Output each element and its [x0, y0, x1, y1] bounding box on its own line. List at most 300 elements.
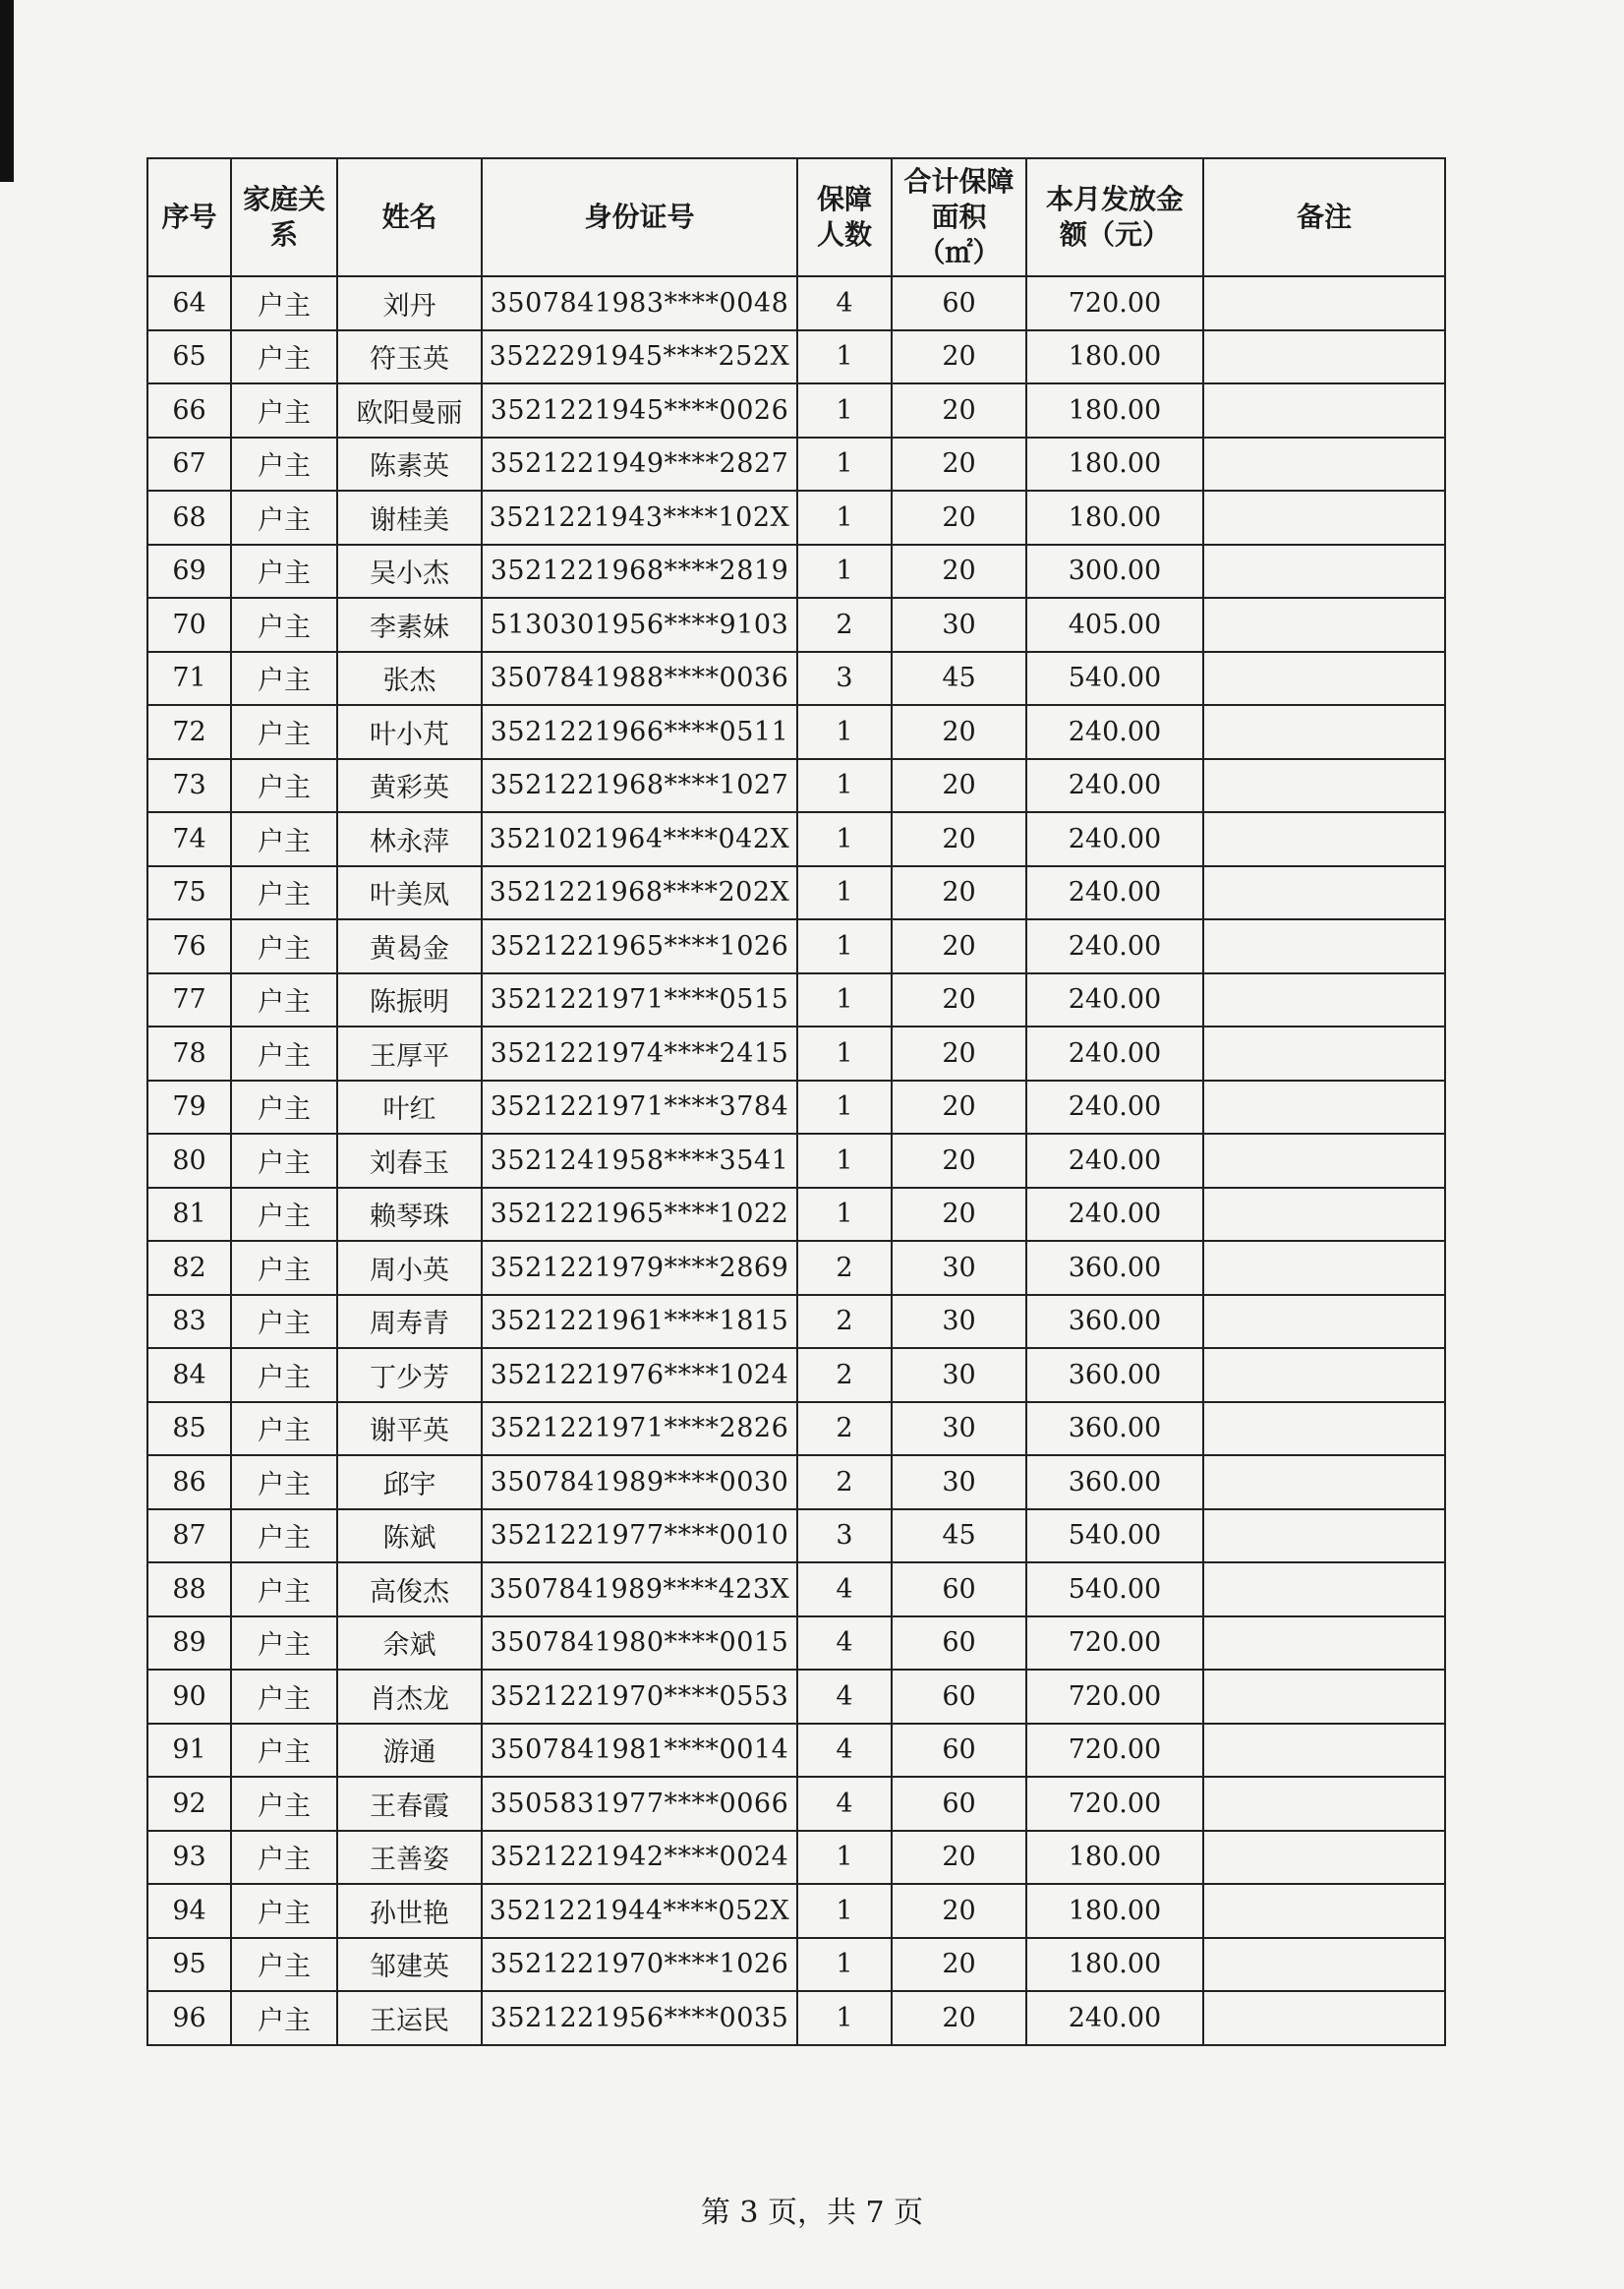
table-row: [147, 1670, 1445, 1724]
cell-id: 3521221944****052X: [482, 1884, 797, 1938]
cell-note: [1203, 545, 1445, 599]
cell-note: [1203, 1081, 1445, 1135]
table-row: [147, 1081, 1445, 1135]
header-name: 姓名: [337, 158, 482, 276]
cell-note: [1203, 1241, 1445, 1295]
cell-people: 1: [797, 759, 892, 813]
cell-area: 20: [892, 1134, 1026, 1188]
cell-id: 3507841989****423X: [482, 1562, 797, 1616]
cell-seq: 85: [147, 1402, 231, 1456]
table-row: [147, 812, 1445, 866]
cell-seq: 93: [147, 1831, 231, 1885]
table-row: [147, 919, 1445, 973]
cell-area: 60: [892, 276, 1026, 330]
cell-seq: 68: [147, 491, 231, 545]
cell-people: 1: [797, 812, 892, 866]
table-row: [147, 1455, 1445, 1509]
cell-people: 1: [797, 1081, 892, 1135]
cell-note: [1203, 1455, 1445, 1509]
cell-name: 谢平英: [337, 1402, 482, 1456]
table-row: [147, 1831, 1445, 1885]
cell-relation: 户主: [231, 1724, 337, 1778]
cell-amount: 360.00: [1026, 1402, 1203, 1456]
cell-note: [1203, 1884, 1445, 1938]
cell-relation: 户主: [231, 1831, 337, 1885]
cell-area: 30: [892, 1402, 1026, 1456]
cell-people: 1: [797, 545, 892, 599]
cell-seq: 65: [147, 330, 231, 384]
cell-note: [1203, 1724, 1445, 1778]
cell-seq: 96: [147, 1991, 231, 2045]
cell-people: 1: [797, 1027, 892, 1081]
cell-id: 3522291945****252X: [482, 330, 797, 384]
cell-people: 1: [797, 491, 892, 545]
cell-area: 20: [892, 1188, 1026, 1242]
cell-amount: 180.00: [1026, 438, 1203, 492]
cell-people: 1: [797, 1938, 892, 1992]
cell-relation: 户主: [231, 1348, 337, 1402]
header-note: 备注: [1203, 158, 1445, 276]
cell-relation: 户主: [231, 705, 337, 759]
cell-people: 1: [797, 383, 892, 438]
cell-name: 叶红: [337, 1081, 482, 1135]
table-row: [147, 1402, 1445, 1456]
table-row: [147, 491, 1445, 545]
table-row: [147, 276, 1445, 330]
cell-note: [1203, 1616, 1445, 1671]
scan-edge-shadow: [0, 0, 14, 182]
table-row: [147, 1241, 1445, 1295]
cell-amount: 240.00: [1026, 866, 1203, 920]
cell-area: 20: [892, 491, 1026, 545]
cell-amount: 240.00: [1026, 1027, 1203, 1081]
header-seq: 序号: [147, 158, 231, 276]
cell-seq: 73: [147, 759, 231, 813]
cell-name: 丁少芳: [337, 1348, 482, 1402]
cell-amount: 240.00: [1026, 919, 1203, 973]
cell-seq: 71: [147, 652, 231, 706]
cell-relation: 户主: [231, 545, 337, 599]
cell-note: [1203, 1188, 1445, 1242]
cell-name: 周寿青: [337, 1295, 482, 1349]
cell-note: [1203, 866, 1445, 920]
cell-area: 60: [892, 1616, 1026, 1671]
cell-name: 张杰: [337, 652, 482, 706]
cell-id: 3521221965****1026: [482, 919, 797, 973]
cell-id: 3521221966****0511: [482, 705, 797, 759]
cell-people: 4: [797, 276, 892, 330]
cell-seq: 84: [147, 1348, 231, 1402]
cell-people: 4: [797, 1670, 892, 1724]
cell-people: 1: [797, 919, 892, 973]
cell-note: [1203, 1402, 1445, 1456]
cell-name: 王春霞: [337, 1777, 482, 1831]
header-row: [147, 158, 1445, 276]
cell-name: 邱宇: [337, 1455, 482, 1509]
cell-note: [1203, 1295, 1445, 1349]
cell-seq: 79: [147, 1081, 231, 1135]
cell-seq: 66: [147, 383, 231, 438]
cell-name: 叶小芃: [337, 705, 482, 759]
table-row: [147, 1295, 1445, 1349]
cell-note: [1203, 759, 1445, 813]
cell-note: [1203, 491, 1445, 545]
cell-id: 3521221977****0010: [482, 1509, 797, 1563]
cell-amount: 720.00: [1026, 1670, 1203, 1724]
cell-amount: 240.00: [1026, 1134, 1203, 1188]
cell-people: 1: [797, 705, 892, 759]
cell-note: [1203, 438, 1445, 492]
cell-amount: 720.00: [1026, 1616, 1203, 1671]
cell-relation: 户主: [231, 812, 337, 866]
cell-people: 1: [797, 330, 892, 384]
cell-name: 黄曷金: [337, 919, 482, 973]
cell-people: 3: [797, 1509, 892, 1563]
cell-id: 3521221942****0024: [482, 1831, 797, 1885]
cell-name: 余斌: [337, 1616, 482, 1671]
table-row: [147, 1188, 1445, 1242]
cell-people: 4: [797, 1562, 892, 1616]
cell-amount: 240.00: [1026, 705, 1203, 759]
cell-id: 3521221968****2819: [482, 545, 797, 599]
cell-people: 3: [797, 652, 892, 706]
cell-relation: 户主: [231, 1081, 337, 1135]
cell-id: 3507841988****0036: [482, 652, 797, 706]
cell-note: [1203, 1938, 1445, 1992]
table-row: [147, 973, 1445, 1027]
cell-note: [1203, 1991, 1445, 2045]
cell-area: 30: [892, 1455, 1026, 1509]
cell-seq: 75: [147, 866, 231, 920]
cell-id: 3507841981****0014: [482, 1724, 797, 1778]
cell-seq: 83: [147, 1295, 231, 1349]
cell-amount: 360.00: [1026, 1455, 1203, 1509]
table-row: [147, 1777, 1445, 1831]
cell-id: 3521221971****0515: [482, 973, 797, 1027]
cell-seq: 74: [147, 812, 231, 866]
table-row: [147, 1938, 1445, 1992]
cell-name: 肖杰龙: [337, 1670, 482, 1724]
cell-area: 60: [892, 1562, 1026, 1616]
cell-people: 1: [797, 1884, 892, 1938]
subsidy-roster-table: [146, 157, 1446, 2046]
cell-area: 30: [892, 598, 1026, 652]
cell-note: [1203, 1831, 1445, 1885]
cell-area: 60: [892, 1724, 1026, 1778]
cell-amount: 720.00: [1026, 1724, 1203, 1778]
cell-relation: 户主: [231, 491, 337, 545]
cell-people: 1: [797, 1134, 892, 1188]
cell-people: 2: [797, 598, 892, 652]
table-row: [147, 383, 1445, 438]
cell-name: 高俊杰: [337, 1562, 482, 1616]
cell-people: 1: [797, 973, 892, 1027]
cell-id: 3521221970****1026: [482, 1938, 797, 1992]
cell-area: 45: [892, 652, 1026, 706]
cell-seq: 72: [147, 705, 231, 759]
table-row: [147, 866, 1445, 920]
table-row: [147, 1724, 1445, 1778]
cell-seq: 91: [147, 1724, 231, 1778]
table-body: [147, 276, 1445, 2045]
table-row: [147, 705, 1445, 759]
cell-note: [1203, 330, 1445, 384]
cell-note: [1203, 1134, 1445, 1188]
cell-relation: 户主: [231, 1241, 337, 1295]
cell-note: [1203, 1509, 1445, 1563]
cell-area: 20: [892, 545, 1026, 599]
cell-name: 刘丹: [337, 276, 482, 330]
cell-relation: 户主: [231, 276, 337, 330]
cell-area: 20: [892, 1991, 1026, 2045]
cell-note: [1203, 1027, 1445, 1081]
cell-amount: 240.00: [1026, 1991, 1203, 2045]
cell-id: 3521221979****2869: [482, 1241, 797, 1295]
cell-area: 45: [892, 1509, 1026, 1563]
cell-note: [1203, 812, 1445, 866]
cell-amount: 360.00: [1026, 1295, 1203, 1349]
cell-amount: 405.00: [1026, 598, 1203, 652]
cell-id: 3521221971****2826: [482, 1402, 797, 1456]
cell-relation: 户主: [231, 1455, 337, 1509]
header-id: 身份证号: [482, 158, 797, 276]
cell-relation: 户主: [231, 1991, 337, 2045]
cell-people: 1: [797, 1831, 892, 1885]
cell-amount: 720.00: [1026, 276, 1203, 330]
table-row: [147, 1991, 1445, 2045]
cell-people: 4: [797, 1777, 892, 1831]
cell-people: 2: [797, 1295, 892, 1349]
table-row: [147, 1562, 1445, 1616]
cell-area: 30: [892, 1295, 1026, 1349]
cell-amount: 360.00: [1026, 1241, 1203, 1295]
cell-name: 王厚平: [337, 1027, 482, 1081]
cell-area: 60: [892, 1777, 1026, 1831]
cell-name: 王善姿: [337, 1831, 482, 1885]
cell-relation: 户主: [231, 1509, 337, 1563]
cell-area: 20: [892, 1938, 1026, 1992]
cell-relation: 户主: [231, 1616, 337, 1671]
cell-relation: 户主: [231, 1295, 337, 1349]
cell-id: 3507841989****0030: [482, 1455, 797, 1509]
cell-name: 王运民: [337, 1991, 482, 2045]
cell-people: 1: [797, 1991, 892, 2045]
cell-id: 3521221965****1022: [482, 1188, 797, 1242]
table-row: [147, 1616, 1445, 1671]
cell-id: 3521221945****0026: [482, 383, 797, 438]
cell-id: 3521221974****2415: [482, 1027, 797, 1081]
table-row: [147, 759, 1445, 813]
cell-seq: 89: [147, 1616, 231, 1671]
cell-note: [1203, 1348, 1445, 1402]
cell-area: 20: [892, 1831, 1026, 1885]
cell-relation: 户主: [231, 973, 337, 1027]
cell-note: [1203, 1670, 1445, 1724]
cell-name: 吴小杰: [337, 545, 482, 599]
cell-area: 20: [892, 812, 1026, 866]
cell-amount: 180.00: [1026, 1884, 1203, 1938]
cell-relation: 户主: [231, 866, 337, 920]
cell-id: 3521221949****2827: [482, 438, 797, 492]
cell-relation: 户主: [231, 652, 337, 706]
header-people: 保障人数: [797, 158, 892, 276]
cell-area: 20: [892, 866, 1026, 920]
cell-name: 孙世艳: [337, 1884, 482, 1938]
cell-id: 3521221971****3784: [482, 1081, 797, 1135]
cell-amount: 180.00: [1026, 383, 1203, 438]
cell-note: [1203, 1777, 1445, 1831]
cell-area: 30: [892, 1241, 1026, 1295]
cell-name: 谢桂美: [337, 491, 482, 545]
cell-id: 3521241958****3541: [482, 1134, 797, 1188]
cell-people: 4: [797, 1616, 892, 1671]
cell-people: 2: [797, 1402, 892, 1456]
cell-people: 2: [797, 1348, 892, 1402]
cell-relation: 户主: [231, 438, 337, 492]
cell-people: 2: [797, 1455, 892, 1509]
cell-area: 60: [892, 1670, 1026, 1724]
cell-amount: 240.00: [1026, 1188, 1203, 1242]
cell-name: 黄彩英: [337, 759, 482, 813]
cell-relation: 户主: [231, 1670, 337, 1724]
header-relation: 家庭关系: [231, 158, 337, 276]
cell-name: 邹建英: [337, 1938, 482, 1992]
cell-id: 3521021964****042X: [482, 812, 797, 866]
cell-name: 陈振明: [337, 973, 482, 1027]
cell-people: 1: [797, 438, 892, 492]
cell-note: [1203, 276, 1445, 330]
header-area: 合计保障面积（㎡）: [892, 158, 1026, 276]
cell-note: [1203, 919, 1445, 973]
cell-relation: 户主: [231, 1134, 337, 1188]
cell-amount: 240.00: [1026, 759, 1203, 813]
table-row: [147, 330, 1445, 384]
cell-note: [1203, 383, 1445, 438]
cell-note: [1203, 973, 1445, 1027]
cell-area: 30: [892, 1348, 1026, 1402]
cell-relation: 户主: [231, 1884, 337, 1938]
cell-name: 刘春玉: [337, 1134, 482, 1188]
cell-relation: 户主: [231, 1777, 337, 1831]
cell-amount: 180.00: [1026, 330, 1203, 384]
cell-id: 3521221976****1024: [482, 1348, 797, 1402]
cell-id: 3505831977****0066: [482, 1777, 797, 1831]
cell-relation: 户主: [231, 1562, 337, 1616]
table-row: [147, 1884, 1445, 1938]
cell-id: 3521221956****0035: [482, 1991, 797, 2045]
cell-amount: 180.00: [1026, 1831, 1203, 1885]
cell-relation: 户主: [231, 330, 337, 384]
cell-area: 20: [892, 1027, 1026, 1081]
cell-seq: 86: [147, 1455, 231, 1509]
cell-note: [1203, 1562, 1445, 1616]
header-amount: 本月发放金额（元）: [1026, 158, 1203, 276]
cell-seq: 81: [147, 1188, 231, 1242]
table-row: [147, 1134, 1445, 1188]
cell-area: 20: [892, 705, 1026, 759]
cell-seq: 90: [147, 1670, 231, 1724]
table-row: [147, 598, 1445, 652]
page-number: 第 3 页，共 7 页: [700, 2196, 924, 2230]
cell-relation: 户主: [231, 383, 337, 438]
cell-name: 欧阳曼丽: [337, 383, 482, 438]
cell-people: 1: [797, 866, 892, 920]
table-row: [147, 545, 1445, 599]
table-row: [147, 1027, 1445, 1081]
cell-name: 陈素英: [337, 438, 482, 492]
cell-id: 3521221970****0553: [482, 1670, 797, 1724]
cell-seq: 70: [147, 598, 231, 652]
cell-amount: 540.00: [1026, 1509, 1203, 1563]
cell-seq: 78: [147, 1027, 231, 1081]
cell-amount: 180.00: [1026, 491, 1203, 545]
cell-name: 李素妹: [337, 598, 482, 652]
cell-amount: 360.00: [1026, 1348, 1203, 1402]
cell-name: 叶美凤: [337, 866, 482, 920]
cell-amount: 540.00: [1026, 1562, 1203, 1616]
cell-name: 游通: [337, 1724, 482, 1778]
cell-seq: 64: [147, 276, 231, 330]
cell-amount: 720.00: [1026, 1777, 1203, 1831]
cell-seq: 95: [147, 1938, 231, 1992]
table-row: [147, 1348, 1445, 1402]
table-row: [147, 652, 1445, 706]
cell-seq: 80: [147, 1134, 231, 1188]
cell-relation: 户主: [231, 598, 337, 652]
cell-relation: 户主: [231, 1402, 337, 1456]
cell-seq: 92: [147, 1777, 231, 1831]
cell-seq: 94: [147, 1884, 231, 1938]
cell-name: 赖琴珠: [337, 1188, 482, 1242]
cell-seq: 88: [147, 1562, 231, 1616]
cell-people: 1: [797, 1188, 892, 1242]
cell-amount: 240.00: [1026, 812, 1203, 866]
table-row: [147, 438, 1445, 492]
cell-id: 5130301956****9103: [482, 598, 797, 652]
cell-note: [1203, 652, 1445, 706]
cell-area: 20: [892, 759, 1026, 813]
cell-area: 20: [892, 919, 1026, 973]
cell-amount: 240.00: [1026, 973, 1203, 1027]
cell-id: 3521221968****202X: [482, 866, 797, 920]
cell-relation: 户主: [231, 1938, 337, 1992]
cell-amount: 300.00: [1026, 545, 1203, 599]
cell-id: 3507841983****0048: [482, 276, 797, 330]
cell-amount: 180.00: [1026, 1938, 1203, 1992]
cell-area: 20: [892, 383, 1026, 438]
cell-amount: 540.00: [1026, 652, 1203, 706]
cell-area: 20: [892, 438, 1026, 492]
cell-amount: 240.00: [1026, 1081, 1203, 1135]
cell-relation: 户主: [231, 759, 337, 813]
cell-note: [1203, 598, 1445, 652]
cell-seq: 77: [147, 973, 231, 1027]
cell-note: [1203, 705, 1445, 759]
cell-relation: 户主: [231, 1188, 337, 1242]
table-row: [147, 1509, 1445, 1563]
cell-seq: 82: [147, 1241, 231, 1295]
cell-people: 4: [797, 1724, 892, 1778]
cell-id: 3521221968****1027: [482, 759, 797, 813]
cell-seq: 69: [147, 545, 231, 599]
cell-name: 林永萍: [337, 812, 482, 866]
cell-area: 20: [892, 973, 1026, 1027]
cell-people: 2: [797, 1241, 892, 1295]
cell-relation: 户主: [231, 919, 337, 973]
cell-relation: 户主: [231, 1027, 337, 1081]
cell-area: 20: [892, 1884, 1026, 1938]
cell-name: 符玉英: [337, 330, 482, 384]
